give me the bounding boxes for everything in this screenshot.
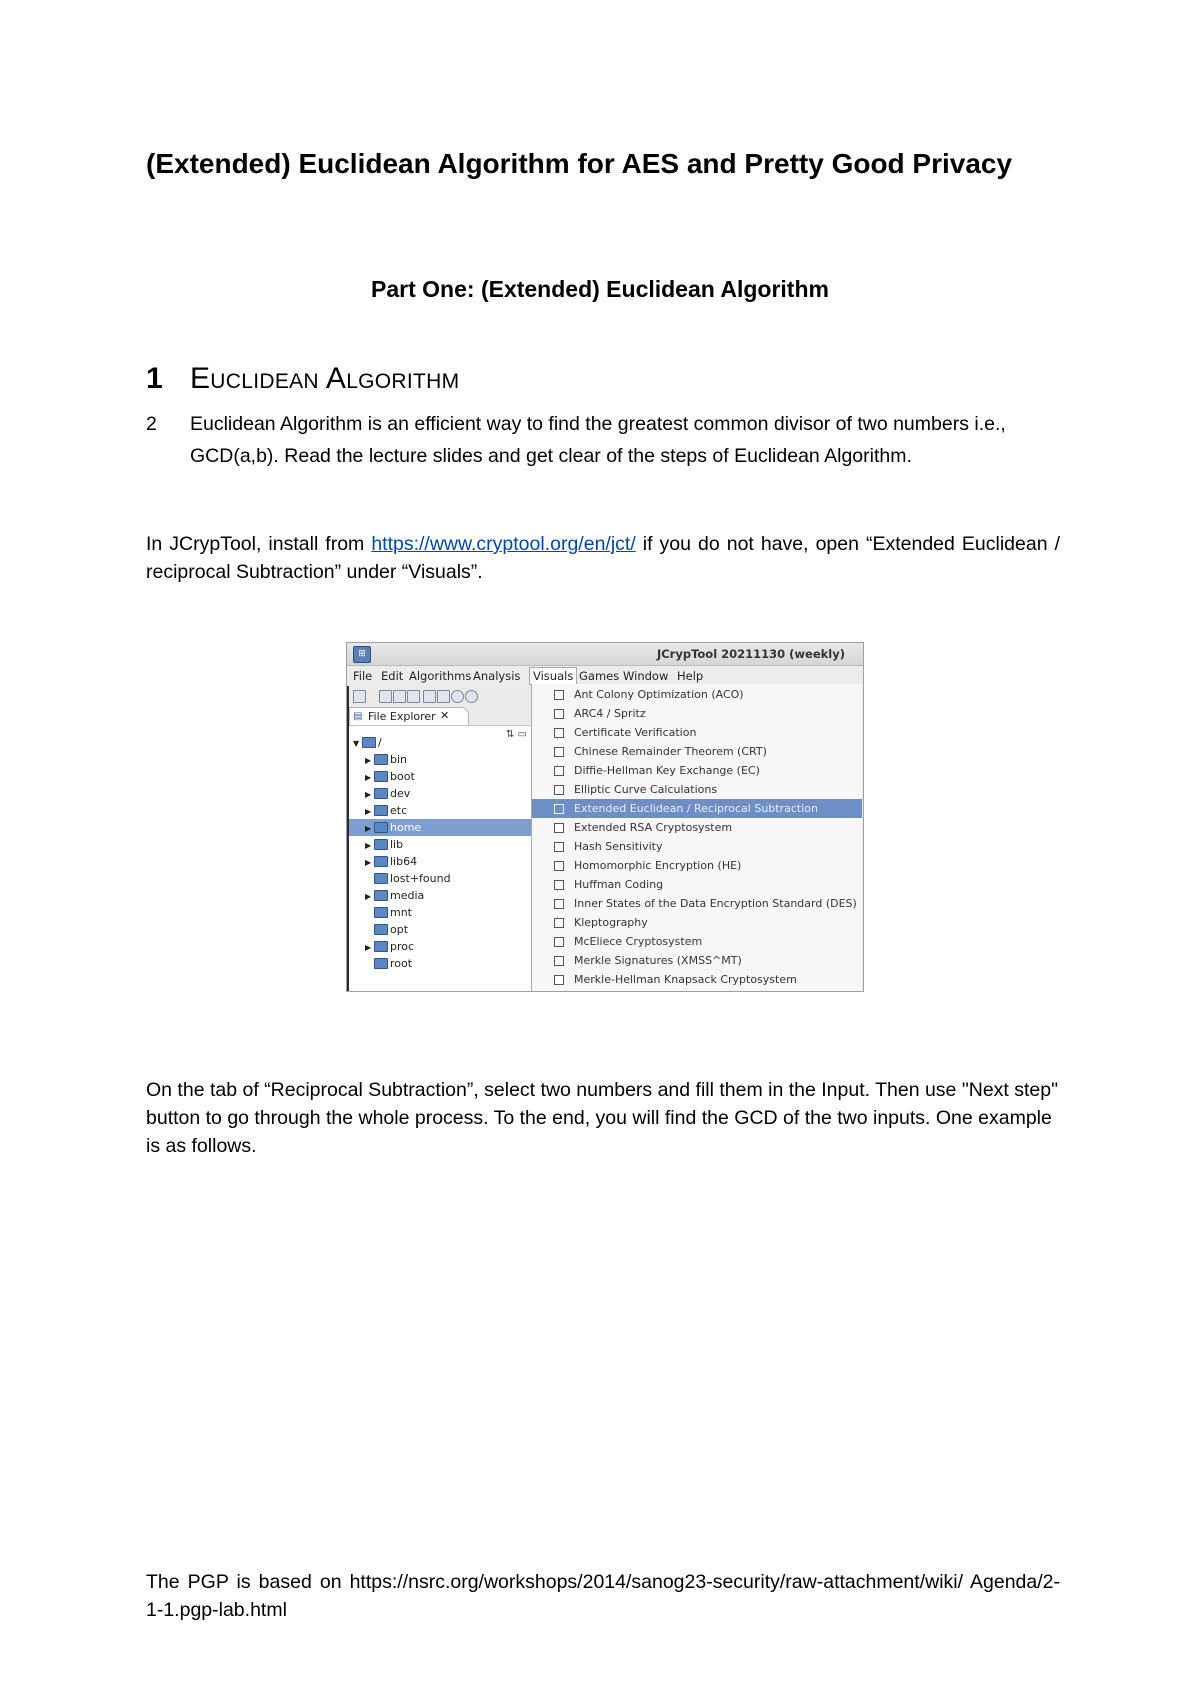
menu-item[interactable]: [532, 780, 862, 799]
menu-item[interactable]: [532, 913, 862, 932]
tree-node[interactable]: [365, 938, 414, 955]
close-icon[interactable]: ✕: [440, 709, 450, 722]
folder-icon: [374, 890, 388, 901]
copy-icon[interactable]: [407, 690, 420, 703]
menu-item-label: Ant Colony Optimization (ACO): [574, 688, 744, 701]
plugin-icon: [554, 842, 564, 852]
folder-icon: [374, 958, 388, 969]
document-title: (Extended) Euclidean Algorithm for AES and Pretty Good Privacy: [146, 148, 1013, 179]
folder-icon: [374, 856, 388, 867]
tree-node-label: opt: [390, 923, 409, 936]
folder-icon: [374, 873, 388, 884]
chevron-right-icon: ▶: [365, 892, 372, 901]
tree-node-label: dev: [390, 787, 411, 800]
menu-item-label: Extended Euclidean / Reciprocal Subtraction: [574, 802, 818, 815]
tree-node-label: proc: [390, 940, 415, 953]
menu-bar: [347, 666, 863, 686]
tree-node-label: root: [390, 957, 413, 970]
tree-node[interactable]: [374, 955, 412, 972]
file-explorer-tab[interactable]: [349, 707, 469, 726]
tree-node[interactable]: [365, 751, 407, 768]
chevron-down-icon: ▼: [353, 739, 360, 748]
tree-node[interactable]: [374, 870, 451, 887]
menu-window[interactable]: Window: [623, 669, 669, 683]
chevron-right-icon: ▶: [365, 943, 372, 952]
tree-node[interactable]: [365, 802, 407, 819]
plugin-icon: [554, 728, 564, 738]
tree-node[interactable]: [374, 921, 408, 938]
folder-icon: [374, 754, 388, 765]
install-text-after: if you do not have, open “Extended Euclidean / reciprocal Subtraction” under “Visuals”.: [146, 533, 1060, 583]
menu-item-label: Elliptic Curve Calculations: [574, 783, 718, 796]
jcryptool-link[interactable]: https://www.cryptool.org/en/jct/: [371, 533, 636, 555]
tree-node[interactable]: [365, 887, 424, 904]
menu-item[interactable]: [532, 894, 862, 913]
folder-icon: [374, 805, 388, 816]
menu-help[interactable]: Help: [677, 669, 704, 683]
tree-node-label: lost+found: [390, 872, 451, 885]
menu-item-label: Chinese Remainder Theorem (CRT): [574, 745, 767, 758]
menu-item-label: Kleptography: [574, 916, 648, 929]
chevron-right-icon: ▶: [365, 790, 372, 799]
menu-item-label: Inner States of the Data Encryption Standard (DES): [574, 897, 857, 910]
menu-item[interactable]: [532, 837, 862, 856]
plugin-icon: [554, 918, 564, 928]
tree-node-label: mnt: [390, 906, 412, 919]
tree-node[interactable]: [374, 904, 412, 921]
menu-item-label: Certificate Verification: [574, 726, 697, 739]
menu-item[interactable]: [532, 818, 862, 837]
chevron-right-icon: ▶: [365, 858, 372, 867]
new-icon[interactable]: [353, 690, 366, 703]
chevron-right-icon: ▶: [365, 824, 372, 833]
part-title: Part One: (Extended) Euclidean Algorithm: [371, 276, 829, 302]
window-titlebar: [347, 643, 863, 666]
menu-item-label: Merkle Signatures (XMSS^MT): [574, 954, 742, 967]
tree-node-label: bin: [390, 753, 408, 766]
pgp-source-paragraph: The PGP is based on https://nsrc.org/workshops/2014/sanog23-security/raw-attachment/wiki/ Agenda/2-1-1.pgp-lab.html: [146, 1571, 1060, 1621]
file-explorer-tab-label: File Explorer: [368, 710, 436, 723]
tree-node-label: media: [390, 889, 425, 902]
app-icon: ⊞: [353, 646, 371, 663]
folder-icon: [374, 907, 388, 918]
encrypt-icon[interactable]: [423, 690, 436, 703]
plugin-icon: [554, 937, 564, 947]
tree-node[interactable]: [365, 768, 415, 785]
tree-node[interactable]: [365, 853, 417, 870]
menu-item-label: Hash Sensitivity: [574, 840, 663, 853]
menu-item[interactable]: [532, 875, 862, 894]
search-icon[interactable]: [465, 690, 478, 703]
tree-node-selected[interactable]: [349, 819, 531, 836]
tree-node[interactable]: [365, 836, 403, 853]
menu-games[interactable]: Games: [579, 669, 620, 683]
menu-item[interactable]: [532, 932, 862, 951]
tree-node-label: lib64: [390, 855, 418, 868]
menu-item[interactable]: [532, 723, 862, 742]
list-item-number: 2: [146, 413, 157, 435]
plugin-icon: [554, 804, 564, 814]
menu-item[interactable]: [532, 761, 862, 780]
menu-edit[interactable]: Edit: [381, 669, 404, 683]
menu-item[interactable]: [532, 970, 862, 989]
folder-icon: [374, 839, 388, 850]
menu-item[interactable]: [532, 856, 862, 875]
visuals-dropdown-menu: [531, 684, 862, 991]
chevron-right-icon: ▶: [365, 841, 372, 850]
menu-item[interactable]: [532, 704, 862, 723]
menu-algorithms[interactable]: Algorithms: [409, 669, 472, 683]
window-title: JCrypTool 20211130 (weekly): [656, 647, 845, 661]
folder-icon: [374, 941, 388, 952]
plugin-icon: [554, 690, 564, 700]
tree-node-label: home: [390, 821, 422, 834]
key-icon[interactable]: [437, 690, 450, 703]
tree-node-label: /: [378, 736, 382, 749]
open-icon[interactable]: [379, 690, 392, 703]
view-menu-icon[interactable]: ⇅ ▭: [505, 729, 527, 740]
plugin-icon: [554, 975, 564, 985]
reciprocal-subtraction-paragraph: On the tab of “Reciprocal Subtraction”, select two numbers and fill them in the Input. Then use "Next step" button to go through the whole process. To the end, you will find the GCD of the two inputs. One example is as follows.: [146, 1079, 1059, 1157]
menu-item[interactable]: [532, 951, 862, 970]
jcryptool-screenshot: [346, 642, 864, 992]
menu-item-label: Homomorphic Encryption (HE): [574, 859, 742, 872]
menu-item-label: Extended RSA Cryptosystem: [574, 821, 733, 834]
tree-node-label: lib: [390, 838, 404, 851]
tree-node[interactable]: [353, 734, 382, 751]
plugin-icon: [554, 785, 564, 795]
list-item-text: Euclidean Algorithm is an efficient way to find the greatest common divisor of two numbers i.e., GCD(a,b). Read the lecture slides and get clear of the steps of Euclidean Algorithm.: [190, 413, 1006, 467]
folder-icon: [374, 924, 388, 935]
plugin-icon: [554, 956, 564, 966]
plugin-icon: [554, 861, 564, 871]
toolbar: [351, 688, 521, 706]
tree-node[interactable]: [365, 785, 410, 802]
menu-analysis[interactable]: Analysis: [473, 669, 521, 683]
plugin-icon: [554, 747, 564, 757]
chevron-right-icon: ▶: [365, 807, 372, 816]
plugin-icon: [554, 899, 564, 909]
install-paragraph: [146, 530, 1060, 586]
section-title: Euclidean Algorithm: [190, 362, 460, 395]
menu-item-label: Diffie-Hellman Key Exchange (EC): [574, 764, 760, 777]
tree-node-label: boot: [390, 770, 415, 783]
plugin-icon: [554, 823, 564, 833]
folder-icon: [374, 822, 388, 833]
section-number: 1: [146, 362, 163, 395]
folder-icon: [362, 737, 376, 748]
plugin-icon: [554, 880, 564, 890]
file-tree: [349, 725, 532, 992]
tree-node-label: etc: [390, 804, 408, 817]
folder-icon: [374, 788, 388, 799]
menu-file[interactable]: File: [353, 669, 373, 683]
menu-item[interactable]: [532, 742, 862, 761]
folder-icon: [374, 771, 388, 782]
save-icon[interactable]: [393, 690, 406, 703]
menu-item-label: ARC4 / Spritz: [574, 707, 646, 720]
section-heading: [146, 362, 459, 396]
menu-item-label: Huffman Coding: [574, 878, 664, 891]
menu-item-label: McEliece Cryptosystem: [574, 935, 703, 948]
chevron-right-icon: ▶: [365, 773, 372, 782]
numbered-list-item: [146, 408, 1066, 472]
help-icon[interactable]: [451, 690, 464, 703]
menu-visuals[interactable]: Visuals: [529, 667, 577, 685]
install-text-before: In JCrypTool, install from: [146, 533, 372, 555]
menu-item-highlighted[interactable]: [532, 799, 862, 818]
chevron-right-icon: ▶: [365, 756, 372, 765]
folder-icon: ▤: [353, 711, 363, 722]
menu-item[interactable]: [532, 685, 862, 704]
plugin-icon: [554, 709, 564, 719]
menu-item-label: Merkle-Hellman Knapsack Cryptosystem: [574, 973, 797, 986]
plugin-icon: [554, 766, 564, 776]
